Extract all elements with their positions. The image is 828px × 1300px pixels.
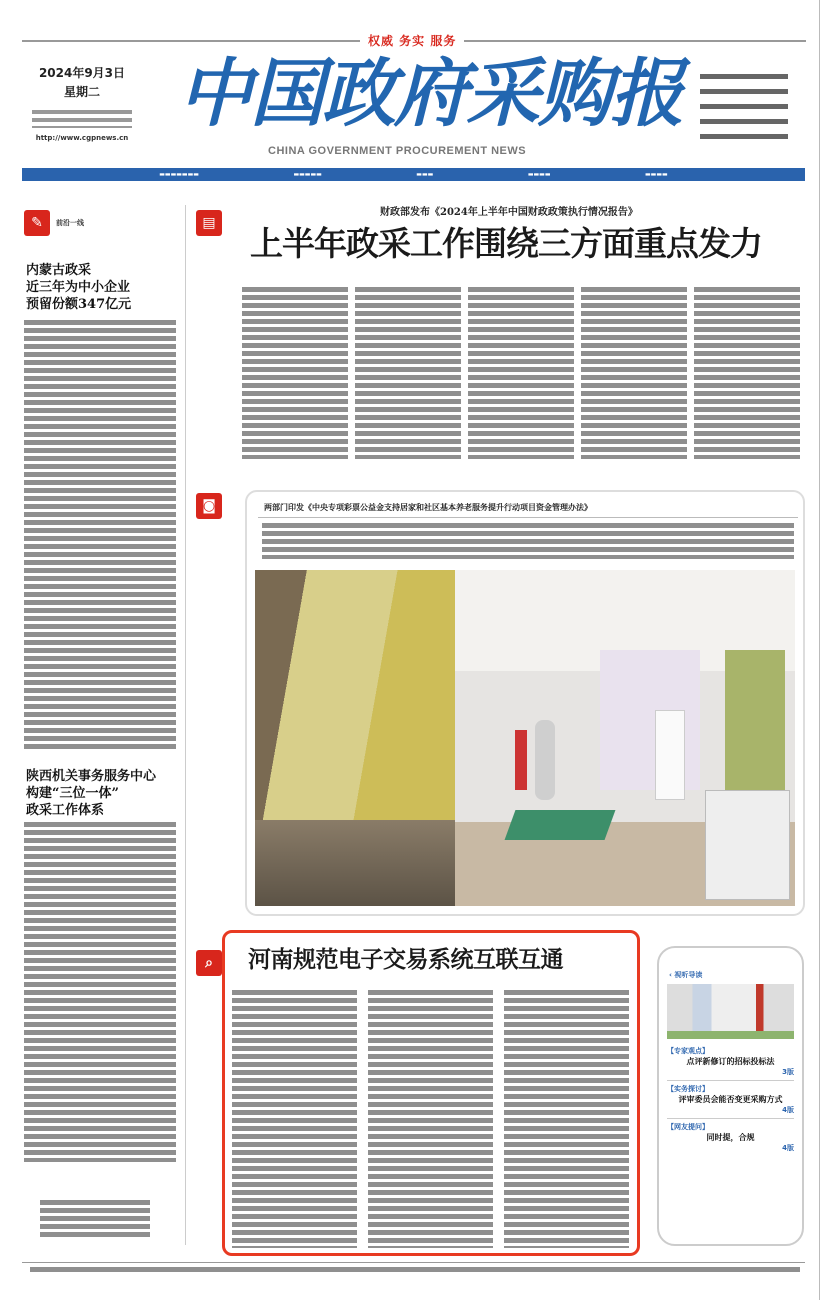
search-icon: ⌕ (196, 950, 222, 976)
column-divider (185, 205, 186, 1245)
left-footer-note (40, 1200, 150, 1240)
city-illustration (667, 984, 794, 1039)
date-block (32, 66, 132, 143)
masthead-title: 中国政府采购报 (178, 51, 682, 137)
phone-item[interactable]: 【实务探讨】 评审委员会能否变更采购方式 4版 (667, 1081, 794, 1119)
lead-body (242, 287, 802, 459)
feature-headline[interactable]: 河南规范电子交易系统互联互通 (248, 946, 563, 973)
book-icon: ▤ (196, 210, 222, 236)
lead-headline[interactable]: 上半年政采工作围绕三方面重点发力 (250, 224, 762, 263)
elderly-care-photo (255, 570, 795, 906)
slogan: 权威 务实 服务 (360, 34, 464, 48)
camera-icon: ◙ (196, 493, 222, 519)
lead-kicker: 财政部发布《2024年上半年中国财政政策执行情况报告》 (380, 207, 638, 218)
masthead-english: CHINA GOVERNMENT PROCUREMENT NEWS (268, 145, 527, 157)
phone-item[interactable]: 【网友提问】 同时提，合规 4版 (667, 1123, 794, 1152)
weekday: 星期二 (63, 85, 100, 99)
left-article1-title: 内蒙古政采 近三年为中小企业 预留份额347亿元 (26, 263, 132, 312)
photo-story-caption (262, 523, 794, 559)
info-bar: ▬▬▬▬▬▬▬ ▬▬▬▬▬ ▬▬▬ ▬▬▬▬ ▬▬▬▬ (22, 168, 805, 181)
phone-mockup (657, 946, 804, 1246)
issue-date: 2024年9月3日 (38, 66, 126, 80)
left-article2-body (24, 822, 176, 1162)
phone-back-title: ‹ 视听导读 (669, 971, 703, 979)
phone-list (659, 1043, 802, 1156)
footer-text (30, 1267, 800, 1272)
phone-item[interactable]: 【专家观点】 点评新修订的招标投标法 3版 (667, 1043, 794, 1081)
footer-rule (22, 1262, 805, 1263)
feature-body (232, 990, 630, 1248)
editor-info (700, 74, 788, 142)
left-section-label: 前沿一线 (56, 219, 84, 227)
left-article1-body (24, 320, 176, 750)
photo-story-headline[interactable]: 两部门印发《中央专项彩票公益金支持居家和社区基本养老服务提升行动项目资金管理办法》 (264, 503, 592, 512)
edit-icon: ✎ (24, 210, 50, 236)
website-url[interactable]: http://www.cgpnews.cn (35, 134, 129, 142)
left-article2-title: 陕西机关事务服务中心 构建“三位一体” 政采工作体系 (26, 769, 157, 818)
